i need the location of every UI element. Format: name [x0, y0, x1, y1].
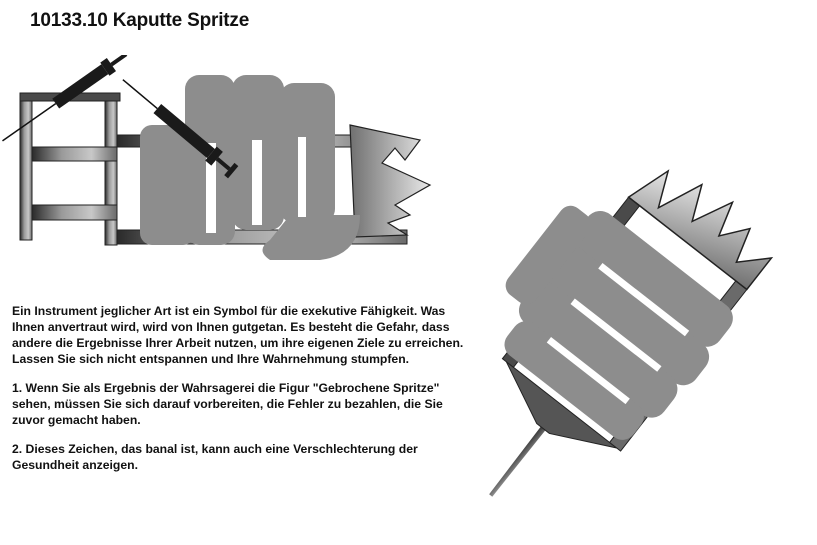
needle [488, 423, 548, 498]
fist-gripping-broken-syringe-illustration [470, 160, 815, 505]
interpretation-item-1: 1. Wenn Sie als Ergebnis der Wahrsagerei die Figur "Gebrochene Spritze" sehen, müssen Sie sich darauf vorbereiten, die Fehler zu bezahlen, die Sie zuvor gemacht haben. [12, 381, 443, 427]
broken-edge [350, 125, 430, 237]
interpretation-item-2: 2. Dieses Zeichen, das banal ist, kann auch eine Verschlechterung der Gesundheit anzeigen. [12, 442, 418, 472]
page-title: 10133.10 Kaputte Spritze [30, 10, 250, 31]
description-paragraph: Ein Instrument jeglicher Art ist ein Symbol für die exekutive Fähigkeit. Was Ihnen anvertraut wird, wird von Ihnen gutgetan. Es besteht die Gefahr, dass andere die Ergebnisse Ihrer Arbeit nutzen, um ihre eigenen Ziele zu erreichen. Lassen Sie sich nicht entspannen und Ihre Wahrnehmung stumpfen. [12, 304, 464, 366]
fist-breaking-syringe-illustration [0, 55, 450, 270]
